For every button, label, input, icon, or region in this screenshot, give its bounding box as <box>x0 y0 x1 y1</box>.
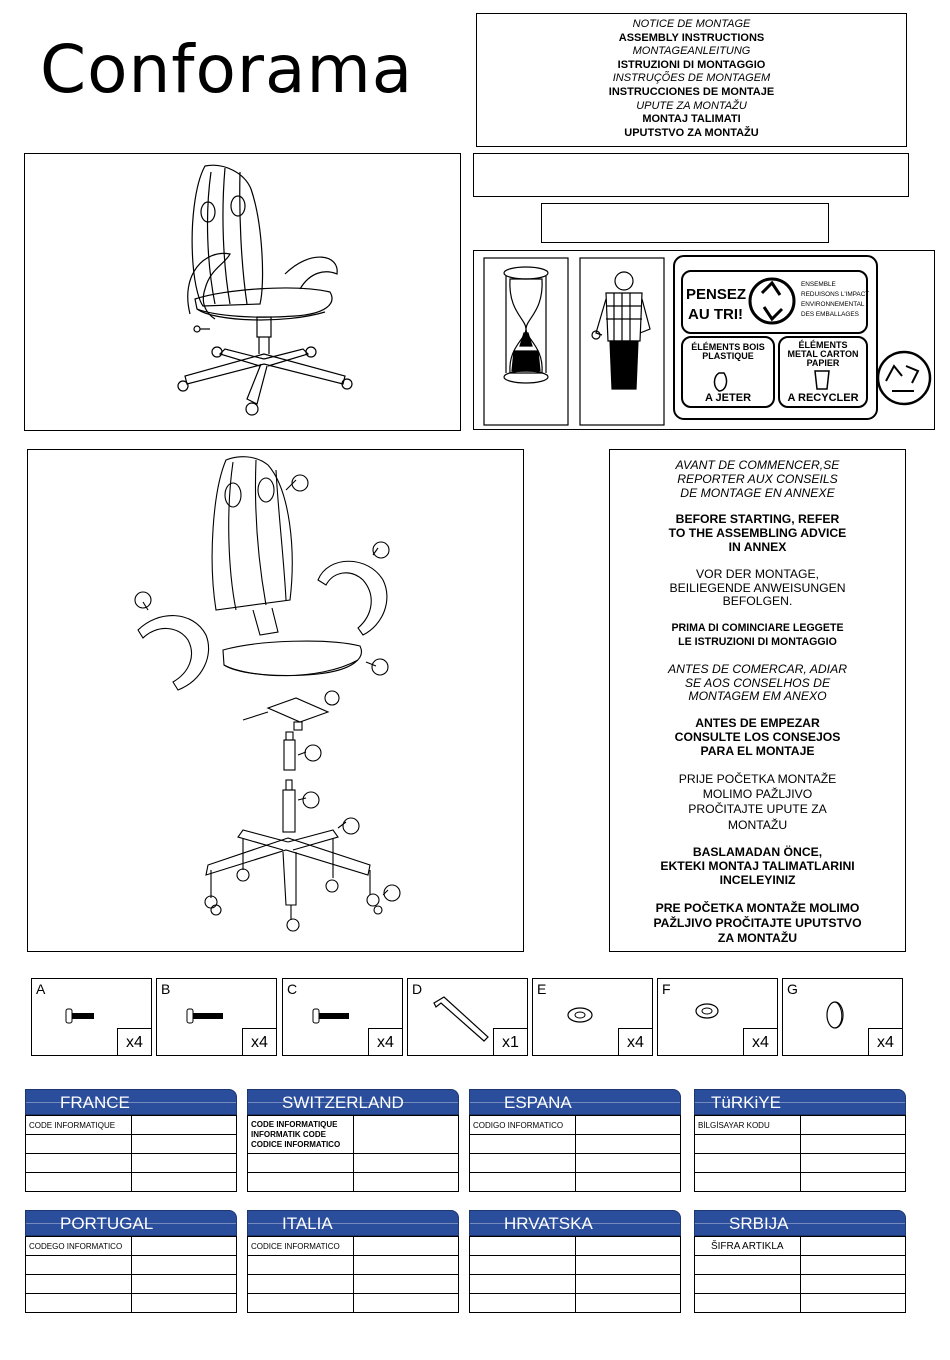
advice-line: AVANT DE COMMENCER,SE <box>675 458 840 472</box>
code-value <box>353 1116 459 1154</box>
title-line: MONTAJ TALIMATI <box>642 113 741 126</box>
code-label: CODICE INFORMATICO <box>248 1237 354 1256</box>
part-g <box>782 978 903 1056</box>
ensemble-line: REDUISONS L'IMPACT <box>801 291 870 298</box>
metal-action: A RECYCLER <box>787 392 859 404</box>
metal-title: METAL CARTON <box>787 349 859 359</box>
title-line: INSTRUÇÕES DE MONTAGEM <box>612 72 771 85</box>
au-tri-text: AU TRI! <box>688 306 743 323</box>
part-quantity: x4 <box>368 1028 402 1055</box>
country-header <box>694 1210 906 1236</box>
advice-block-fr <box>610 459 905 500</box>
part-e <box>532 978 653 1056</box>
advice-line: PROČITAJTE UPUTE ZA <box>688 802 827 817</box>
country-header <box>694 1089 906 1115</box>
code-value <box>131 1237 237 1256</box>
part-quantity: x1 <box>493 1028 527 1055</box>
ensemble-line: ENSEMBLE <box>801 281 836 288</box>
country-name: SRBIJA <box>729 1214 789 1233</box>
code-label: ŠIFRA ARTIKLA <box>695 1237 801 1256</box>
country-table-turkiye <box>694 1089 906 1192</box>
advice-line: LE ISTRUZIONI DI MONTAGGIO <box>678 635 837 648</box>
advice-block-tr <box>610 846 905 887</box>
recycle-bin-icon <box>815 371 829 389</box>
country-name: TüRKiYE <box>711 1093 781 1112</box>
conforama-logo: Conforama <box>40 31 414 108</box>
advice-line: PRE POČETKA MONTAŽE MOLIMO <box>655 900 860 915</box>
advice-block-it <box>610 622 905 650</box>
advice-block-en <box>610 513 905 554</box>
country-name: HRVATSKA <box>504 1214 593 1233</box>
country-header <box>247 1089 459 1115</box>
office-chair-icon <box>25 154 462 432</box>
code-label: CODEGO INFORMATICO <box>26 1237 132 1256</box>
assembly-advice-panel <box>609 449 906 952</box>
bois-action: A JETER <box>704 392 752 404</box>
advice-line: PRIMA DI COMINCIARE LEGGETE <box>671 622 844 635</box>
country-table-espana <box>469 1089 681 1192</box>
part-a <box>31 978 152 1056</box>
code-label: CODE INFORMATIQUE INFORMATIK CODE CODICE INFORMATICO <box>248 1116 354 1154</box>
advice-line: IN ANNEX <box>728 539 787 554</box>
country-header <box>247 1210 459 1236</box>
part-c <box>282 978 403 1056</box>
pictograms-panel <box>473 250 935 430</box>
bois-title: PLASTIQUE <box>702 351 754 361</box>
advice-line: MOLIMO PAŽLJIVO <box>702 786 813 801</box>
title-line: UPUTE ZA MONTAŽU <box>636 99 747 112</box>
part-quantity: x4 <box>117 1028 151 1055</box>
country-header <box>469 1210 681 1236</box>
advice-block-rs <box>610 901 905 946</box>
bois-title: ÉLÉMENTS BOIS <box>691 342 765 352</box>
advice-block-pt <box>610 663 905 704</box>
advice-block-es <box>610 717 905 758</box>
part-quantity: x4 <box>743 1028 777 1055</box>
country-table-srbija <box>694 1210 906 1313</box>
part-b <box>156 978 277 1056</box>
advice-line: ZA MONTAŽU <box>717 930 798 945</box>
country-name: ESPANA <box>504 1093 572 1112</box>
advice-line: REPORTER AUX CONSEILS <box>677 471 838 486</box>
advice-line: BASLAMADAN ÖNCE, <box>692 845 823 860</box>
part-letter: G <box>787 981 798 997</box>
metal-title: ÉLÉMENTS <box>798 340 848 350</box>
country-header <box>25 1089 237 1115</box>
part-letter: C <box>287 981 298 997</box>
title-line: ASSEMBLY INSTRUCTIONS <box>618 31 765 44</box>
trash-bag-icon <box>714 373 726 391</box>
country-header <box>469 1089 681 1115</box>
part-f <box>657 978 778 1056</box>
country-name: ITALIA <box>282 1214 333 1233</box>
advice-line: EKTEKI MONTAJ TALIMATLARINI <box>660 858 855 873</box>
title-line: MONTAGEANLEITUNG <box>632 45 751 58</box>
title-line: UPUTSTVO ZA MONTAŽU <box>624 126 759 139</box>
part-d <box>407 978 528 1056</box>
part-quantity: x4 <box>242 1028 276 1055</box>
country-table-italia <box>247 1210 459 1313</box>
code-label <box>470 1237 576 1256</box>
country-name: PORTUGAL <box>60 1214 154 1233</box>
advice-line: SE AOS CONSELHOS DE <box>684 675 831 690</box>
advice-line: MONTAGEM EM ANEXO <box>688 689 827 704</box>
part-letter: F <box>662 981 671 997</box>
advice-block-de <box>610 568 905 609</box>
country-table-hrvatska <box>469 1210 681 1313</box>
part-quantity: x4 <box>868 1028 902 1055</box>
advice-line: DE MONTAGE EN ANNEXE <box>680 485 835 500</box>
code-value <box>575 1116 681 1135</box>
country-name: SWITZERLAND <box>282 1093 404 1112</box>
advice-line: CONSULTE LOS CONSEJOS <box>674 729 841 744</box>
advice-line: BEFOLGEN. <box>722 594 793 609</box>
advice-line: ANTES DE EMPEZAR <box>695 716 820 731</box>
advice-line: INCELEYINIZ <box>719 872 796 887</box>
product-code-box <box>541 203 829 243</box>
advice-line: PAŽLJIVO PROČITAJTE UPUTSTVO <box>653 915 862 930</box>
advice-line: TO THE ASSEMBLING ADVICE <box>668 526 847 541</box>
ensemble-line: DES EMBALLAGES <box>801 311 859 318</box>
product-reference-box <box>473 153 909 197</box>
part-letter: B <box>161 981 171 997</box>
advice-line: PRIJE POČETKA MONTAŽE <box>678 771 837 786</box>
country-table-portugal <box>25 1210 237 1313</box>
advice-line: ANTES DE COMERCAR, ADIAR <box>668 661 847 676</box>
title-block <box>476 13 907 147</box>
title-line: INSTRUCCIONES DE MONTAJE <box>608 85 775 98</box>
part-letter: A <box>36 981 46 997</box>
advice-block-hr <box>610 772 905 834</box>
pictograms <box>474 251 936 431</box>
country-table-france <box>25 1089 237 1192</box>
code-value <box>800 1116 906 1135</box>
country-name: FRANCE <box>60 1093 130 1112</box>
code-value <box>800 1237 906 1256</box>
advice-line: VOR DER MONTAGE, <box>695 566 819 581</box>
code-value <box>353 1237 459 1256</box>
advice-line: BEILIEGENDE ANWEISUNGEN <box>669 580 846 595</box>
triman-icon <box>878 352 930 404</box>
part-letter: E <box>537 981 547 997</box>
code-label: CODE INFORMATIQUE <box>26 1116 132 1135</box>
part-quantity: x4 <box>618 1028 652 1055</box>
part-letter: D <box>412 981 423 997</box>
code-label: BİLGİSAYAR KODU <box>695 1116 801 1135</box>
code-value <box>131 1116 237 1135</box>
exploded-chair-diagram <box>28 450 525 953</box>
country-header <box>25 1210 237 1236</box>
title-line: NOTICE DE MONTAGE <box>632 18 751 30</box>
assembled-chair-figure <box>24 153 461 431</box>
advice-line: PARA EL MONTAJE <box>700 743 815 758</box>
code-value <box>575 1237 681 1256</box>
country-table-switzerland <box>247 1089 459 1192</box>
advice-line: BEFORE STARTING, REFER <box>675 512 840 527</box>
pensez-text: PENSEZ <box>686 286 747 303</box>
metal-title: PAPIER <box>806 358 840 368</box>
ensemble-line: ENVIRONNEMENTAL <box>801 301 865 308</box>
title-line: ISTRUZIONI DI MONTAGGIO <box>617 58 766 71</box>
advice-line: MONTAŽU <box>727 817 788 832</box>
code-label: CODIGO INFORMATICO <box>470 1116 576 1135</box>
exploded-view-figure <box>27 449 524 952</box>
